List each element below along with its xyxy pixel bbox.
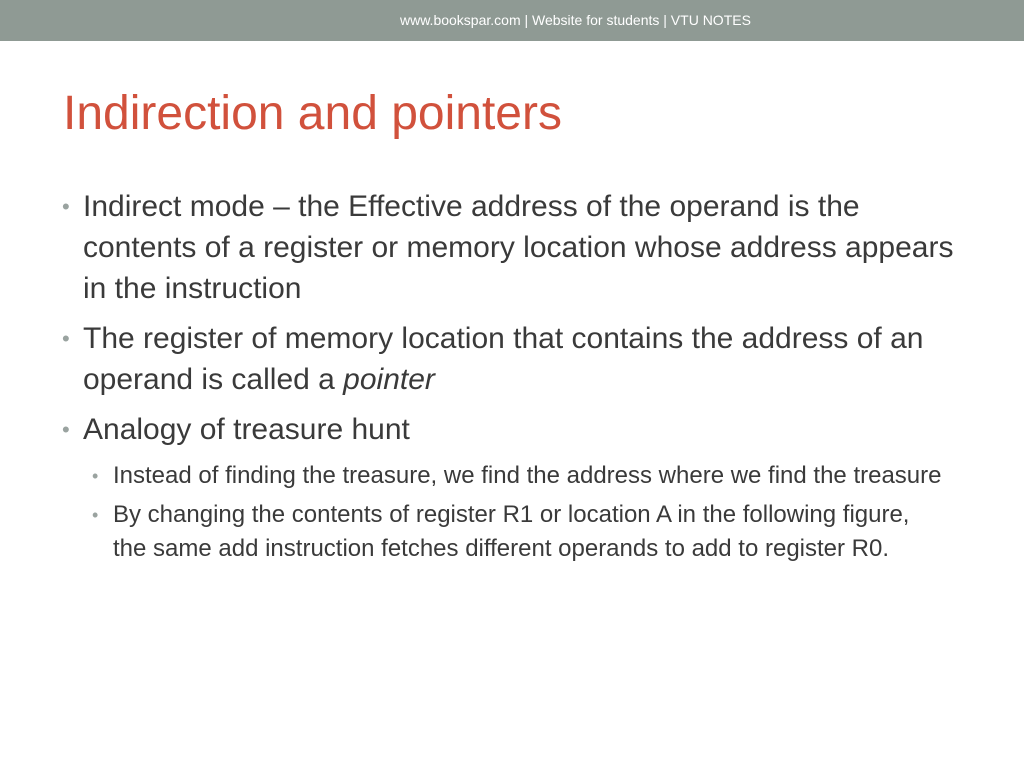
bullet-dot-icon: • [62,194,70,219]
bullet-list [62,186,962,571]
bullet-emphasis: pointer [343,363,435,396]
bullet-dot-icon: • [92,505,99,525]
bullet-dot-icon: • [62,417,70,442]
bullet-item [62,409,962,450]
sub-bullet-text: By changing the contents of register R1 or location A in the following figure, the same add instruction fetches different operands to add to register R0. [113,501,910,562]
bullet-text: Analogy of treasure hunt [83,413,410,446]
sub-bullet-item [62,498,943,566]
bullet-item [62,186,962,309]
sub-bullet-item [62,459,943,493]
header-bar [0,0,1024,41]
sub-bullet-text: Instead of finding the treasure, we find the address where we find the treasure [113,462,942,489]
bullet-text: The register of memory location that contains the address of an operand is called a [83,322,924,396]
bullet-dot-icon: • [92,466,99,486]
slide-title: Indirection and pointers [63,87,562,140]
bullet-text: Indirect mode – the Effective address of the operand is the contents of a register or memory location whose address appears in the instruction [83,190,954,305]
header-text: www.bookspar.com | Website for students | VTU NOTES [400,12,751,28]
bullet-item [62,318,962,400]
bullet-dot-icon: • [62,326,70,351]
